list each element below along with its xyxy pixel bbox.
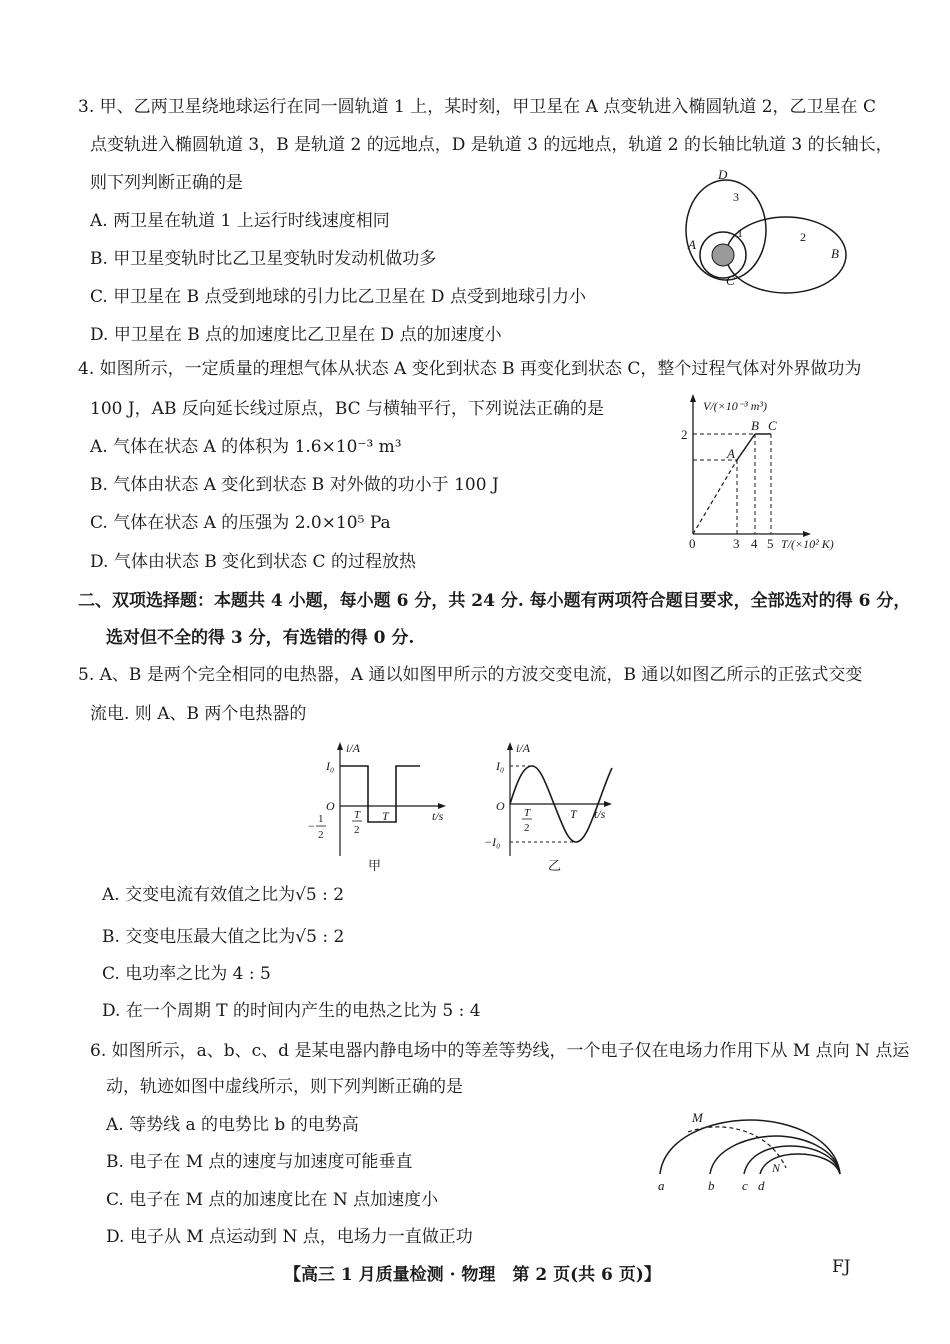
earth bbox=[712, 244, 734, 266]
ab-extension-line bbox=[693, 460, 737, 534]
label-origin: O bbox=[496, 799, 505, 813]
q5-option-c: C. 电功率之比为 4 : 5 bbox=[102, 964, 271, 984]
v-axis-arrow-icon bbox=[690, 394, 696, 402]
label-state-B: B bbox=[751, 418, 759, 433]
q4-stem-line1: 4. 如图所示，一定质量的理想气体从状态 A 变化到状态 B 再变化到状态 C，整个过程气体对外界做功为 bbox=[78, 359, 862, 379]
label-I0: I₀ bbox=[496, 759, 505, 773]
q5-option-d: D. 在一个周期 T 的时间内产生的电热之比为 5 : 4 bbox=[102, 1001, 481, 1021]
tick-5: 5 bbox=[767, 536, 774, 551]
label-T2-denominator: 2 bbox=[524, 822, 530, 834]
q3-stem-line3: 则下列判断正确的是 bbox=[90, 173, 243, 193]
q3-orbit-diagram bbox=[676, 160, 856, 300]
label-state-C: C bbox=[768, 418, 777, 433]
section2-heading-line1: 二、双项选择题：本题共 4 小题，每小题 6 分，共 24 分. 每小题有两项符合题目要求，全部选对的得 6 分， bbox=[78, 591, 911, 611]
q6-option-c: C. 电子在 M 点的加速度比在 N 点加速度小 bbox=[106, 1190, 439, 1210]
label-T: T bbox=[382, 809, 389, 823]
label-a: a bbox=[658, 1178, 665, 1193]
equipotential-a bbox=[660, 1120, 840, 1174]
label-2: 2 bbox=[800, 230, 806, 244]
caption-jia: 甲 bbox=[368, 858, 382, 873]
v-axis-label: V/(×10⁻³ m³) bbox=[703, 399, 767, 413]
t-axis-label: t/s bbox=[432, 809, 444, 823]
q6-stem-line1: 6. 如图所示，a、b、c、d 是某电器内静电场中的等差等势线，一个电子仅在电场力作用下从 M 点向 N 点运 bbox=[90, 1041, 910, 1061]
label-T: T bbox=[570, 807, 577, 821]
q4-vt-graph bbox=[675, 392, 860, 552]
q4-option-c: C. 气体在状态 A 的压强为 2.0×10⁵ Pa bbox=[90, 513, 391, 533]
q4-option-b: B. 气体由状态 A 变化到状态 B 对外做的功小于 100 J bbox=[90, 475, 499, 495]
tick-3: 3 bbox=[733, 536, 740, 551]
label-T2-numerator: T bbox=[524, 807, 531, 819]
section2-heading-line2: 选对但不全的得 3 分，有选错的得 0 分. bbox=[106, 628, 415, 648]
label-neg-sign: − bbox=[308, 819, 315, 833]
tick-2: 2 bbox=[681, 427, 688, 442]
label-T2-numerator: T bbox=[354, 809, 361, 821]
tick-origin: 0 bbox=[689, 536, 696, 551]
label-b: b bbox=[708, 1178, 715, 1193]
i-axis-arrow-icon bbox=[507, 742, 513, 750]
label-origin: O bbox=[326, 799, 335, 813]
q5-stem-line2: 流电. 则 A、B 两个电热器的 bbox=[90, 704, 307, 724]
label-T2-denominator: 2 bbox=[354, 824, 360, 836]
i-axis-arrow-icon bbox=[337, 742, 343, 750]
q3-option-b: B. 甲卫星变轨时比乙卫星变轨时发动机做功多 bbox=[90, 249, 437, 269]
q3-stem-line2: 点变轨进入椭圆轨道 3，B 是轨道 2 的远地点，D 是轨道 3 的远地点，轨道 2 的长轴比轨道 3 的长轴长， bbox=[90, 135, 893, 155]
q6-option-b: B. 电子在 M 点的速度与加速度可能垂直 bbox=[106, 1152, 413, 1172]
q3-stem-line1: 3. 甲、乙两卫星绕地球运行在同一圆轨道 1 上，某时刻，甲卫星在 A 点变轨进入椭圆轨道 2，乙卫星在 C bbox=[78, 97, 876, 117]
label-M: M bbox=[692, 1110, 703, 1125]
q5-option-a: A. 交变电流有效值之比为√5 : 2 bbox=[102, 885, 345, 905]
caption-yi: 乙 bbox=[548, 858, 562, 873]
q5-square-wave-graph bbox=[296, 738, 456, 878]
q3-option-a: A. 两卫星在轨道 1 上运行时线速度相同 bbox=[90, 211, 390, 231]
orbit-2 bbox=[726, 217, 846, 293]
label-1: 1 bbox=[737, 226, 743, 240]
label-half-numerator: 1 bbox=[318, 813, 324, 825]
q6-option-a: A. 等势线 a 的电势比 b 的电势高 bbox=[106, 1115, 359, 1135]
label-neg-I0: −I₀ bbox=[484, 835, 501, 849]
i-axis-label: i/A bbox=[516, 741, 530, 755]
q3-option-d: D. 甲卫星在 B 点的加速度比乙卫星在 D 点的加速度小 bbox=[90, 325, 502, 345]
i-axis-label: i/A bbox=[346, 741, 360, 755]
q4-option-a: A. 气体在状态 A 的体积为 1.6×10⁻³ m³ bbox=[90, 437, 402, 457]
label-state-A: A bbox=[727, 446, 735, 461]
q3-option-c: C. 甲卫星在 B 点受到地球的引力比乙卫星在 D 点受到地球引力小 bbox=[90, 287, 586, 307]
label-B: B bbox=[831, 246, 839, 261]
label-d: d bbox=[758, 1178, 765, 1193]
label-N: N bbox=[772, 1161, 781, 1175]
q4-stem-line2: 100 J，AB 反向延长线过原点，BC 与横轴平行，下列说法正确的是 bbox=[90, 399, 605, 419]
q5-stem-line1: 5. A、B 是两个完全相同的电热器，A 通以如图甲所示的方波交变电流，B 通以如图乙所示的正弦式交变 bbox=[78, 665, 863, 685]
segment-ab bbox=[737, 434, 755, 460]
page-footer: 【高三 1 月质量检测 · 物理 第 2 页(共 6 页)】 bbox=[284, 1265, 661, 1285]
square-wave bbox=[340, 766, 420, 822]
q6-stem-line2: 动，轨迹如图中虚线所示，则下列判断正确的是 bbox=[106, 1077, 463, 1097]
label-3: 3 bbox=[733, 190, 739, 204]
q6-equipotential-diagram bbox=[650, 1108, 850, 1193]
t-axis-label: T/(×10² K) bbox=[781, 537, 834, 551]
q5-sine-wave-graph bbox=[470, 738, 620, 878]
t-axis-label: t/s bbox=[594, 807, 606, 821]
label-half-denominator: 2 bbox=[318, 829, 324, 841]
tick-4: 4 bbox=[751, 536, 758, 551]
label-I0: I₀ bbox=[326, 759, 335, 773]
q5-option-b: B. 交变电压最大值之比为√5 : 2 bbox=[102, 927, 345, 947]
q4-option-d: D. 气体由状态 B 变化到状态 C 的过程放热 bbox=[90, 552, 416, 572]
q6-option-d: D. 电子从 M 点运动到 N 点，电场力一直做正功 bbox=[106, 1227, 473, 1247]
footer-code: FJ bbox=[832, 1257, 851, 1277]
label-D: D bbox=[718, 167, 728, 182]
label-C: C bbox=[726, 273, 735, 288]
label-A: A bbox=[688, 237, 696, 252]
label-c: c bbox=[742, 1178, 748, 1193]
